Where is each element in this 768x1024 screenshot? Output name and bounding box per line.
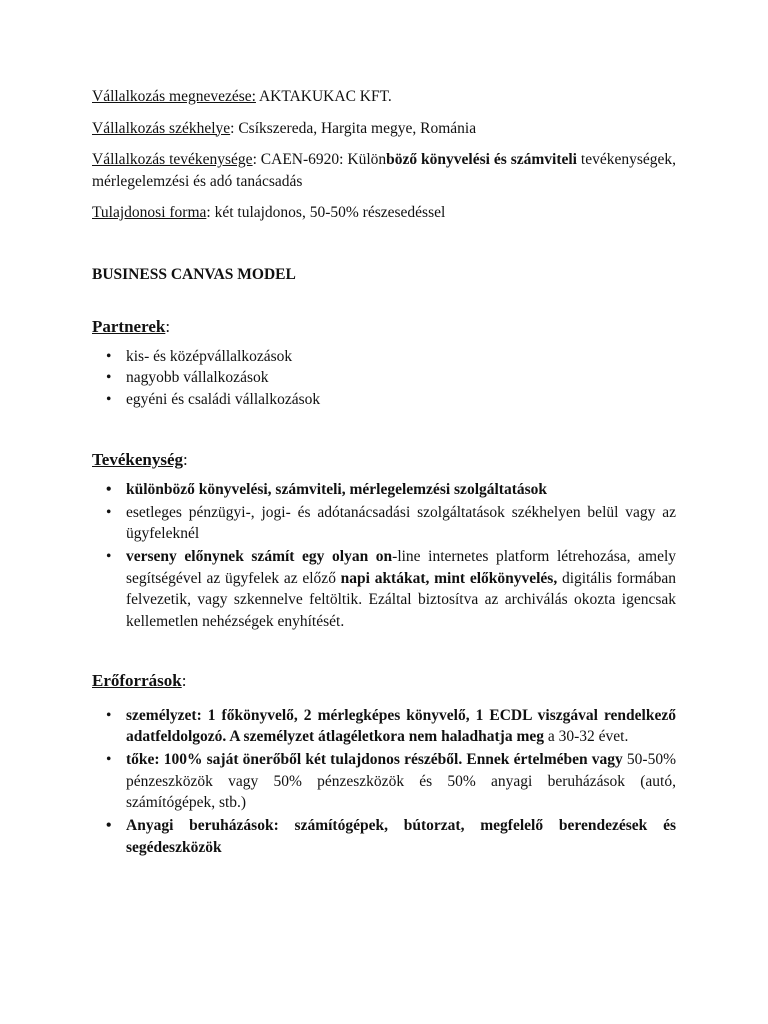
resources-item1-tail: a 30-32 évet.: [544, 728, 629, 745]
list-item: • nagyobb vállalkozások: [92, 367, 676, 389]
activity-list: [92, 479, 676, 633]
resources-item2-tail: 50-50% pénzeszközök vagy 50% pénzeszközök és 50% anyagi beruházások (autó, számítógépek, stb.): [126, 751, 676, 811]
activity-item3-bold-1: verseny előnynek számít egy olyan on: [126, 548, 393, 565]
activity-item3-bold-2: napi aktákat, mint előkönyvelés,: [340, 569, 558, 587]
resources-item3-text: : számítógépek, bútorzat, megfelelő berendezések és segédeszközök: [126, 817, 676, 856]
partners-list: [92, 346, 676, 411]
activity-heading-text: Tevékenység: [92, 450, 183, 469]
company-name-label: Vállalkozás megnevezése:: [92, 88, 256, 105]
list-item: • kis- és középvállalkozások: [92, 346, 676, 368]
company-activity-label: Vállalkozás tevékenysége: [92, 151, 253, 168]
resources-list: [92, 705, 676, 859]
company-activity-value-1: : CAEN-6920: Külön: [252, 151, 387, 168]
partners-heading-colon: :: [165, 317, 171, 336]
company-seat-line: [92, 118, 676, 140]
page-title: BUSINESS CANVAS MODEL: [92, 265, 296, 283]
activity-heading: [92, 449, 676, 471]
resources-item3-bold: Anyagi beruházások: [126, 817, 274, 834]
list-item: • különböző könyvelési, számviteli, mérlegelemzési szolgáltatások: [92, 479, 676, 501]
resources-item2-text: : 100% saját önerőből két tulajdonos részéből. Ennek értelmében vagy: [154, 751, 623, 768]
resources-item2-bold: tőke: [126, 751, 155, 768]
company-activity-value-bold: böző könyvelési és számviteli: [386, 151, 577, 168]
activity-item3-text-1: -line internetes platform létrehozása, amely segítségével az ügyfelek az előző: [126, 548, 677, 587]
company-name-value: AKTAKUKAC KFT.: [255, 88, 392, 105]
company-name-line: [92, 86, 676, 108]
resources-heading: [92, 670, 676, 692]
list-item: [92, 546, 676, 632]
list-item: [92, 749, 676, 814]
company-seat-value: : Csíkszereda, Hargita megye, Románia: [230, 119, 477, 137]
activity-heading-colon: :: [183, 450, 188, 469]
partners-heading: [92, 316, 676, 338]
company-ownership-value: : két tulajdonos, 50-50% részesedéssel: [206, 204, 446, 221]
list-item: • egyéni és családi vállalkozások: [92, 389, 676, 411]
company-seat-label: Vállalkozás székhelye: [92, 119, 231, 137]
company-activity-line: [92, 149, 676, 192]
list-item: [92, 705, 676, 748]
list-item: • esetleges pénzügyi-, jogi- és adótanácsadási szolgáltatások székhelyen belül vagy az ügyfeleknél: [92, 502, 676, 545]
resources-heading-text: Erőforrások: [92, 671, 182, 690]
resources-item1-text: : 1 főkönyvelő, 2 mérlegképes könyvelő, 1 ECDL viszgával rendelkező adatfeldolgozó. A személyzet átlagéletkora nem haladhatja meg: [126, 706, 676, 745]
list-item: [92, 815, 676, 858]
company-ownership-line: [92, 202, 676, 224]
activity-item3-text-2: digitális formában felvezetik, vagy szkennelve feltöltik. Ezáltal biztosítva az archiválás okozta igencsak kellemetlen nehézségek enyhítését.: [126, 569, 676, 630]
company-ownership-label: Tulajdonosi forma: [92, 204, 207, 221]
resources-item1-bold: személyzet: [126, 706, 197, 724]
resources-heading-colon: :: [181, 671, 187, 690]
partners-heading-text: Partnerek: [92, 317, 166, 336]
company-activity-value-2: tevékenységek, mérlegelemzési és adó tanácsadás: [92, 151, 677, 190]
